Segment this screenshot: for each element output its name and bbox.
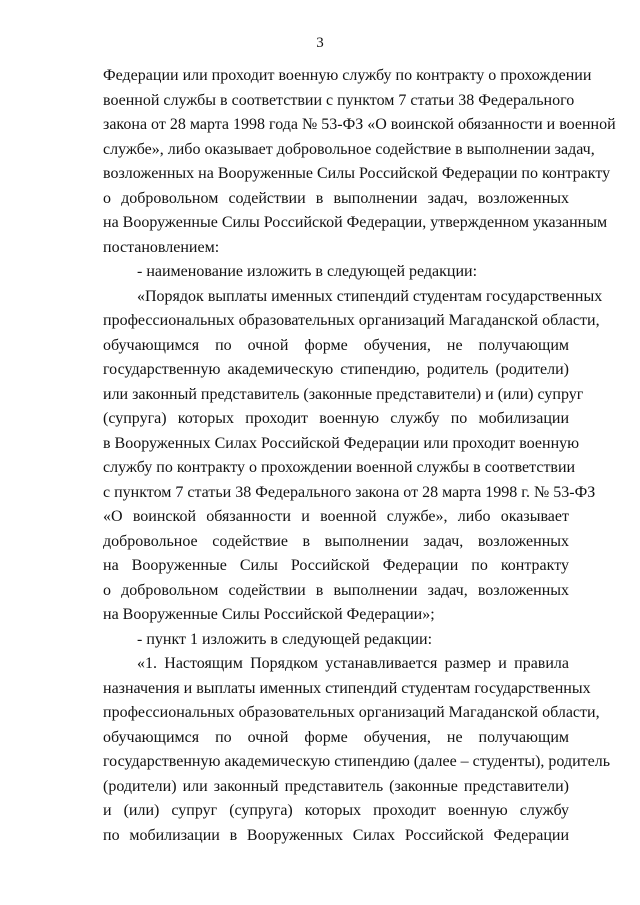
text-line: государственную академическую стипендию (далее – студенты), родитель [103,753,611,770]
text-line: добровольное содействие в выполнении задач, возложенных [103,532,569,550]
text-line: или законный представитель (законные представители) и (или) супруг [103,385,584,403]
text-line: на Вооруженные Силы Российской Федерации»; [103,606,435,623]
text-line: «Порядок выплаты именных стипендий студентам государственных [137,287,603,305]
text-line: на Вооруженные Силы Российской Федерации по контракту [103,557,569,574]
text-line: по мобилизации в Вооруженных Силах Российской Федерации [103,826,569,844]
text-line: на Вооруженные Силы Российской Федерации, утвержденном указанным [103,214,608,231]
text-line: - наименование изложить в следующей редакции: [137,263,478,280]
text-line: постановлением: [103,238,220,256]
text-line: возложенных на Вооруженные Силы Российской Федерации по контракту [103,165,611,182]
text-line: государственную академическую стипендию, родитель (родители) [103,361,569,378]
text-line: закона от 28 марта 1998 года № 53-ФЗ «О воинской обязанности и военной [103,116,616,133]
text-line: - пункт 1 изложить в следующей редакции: [137,630,433,648]
text-line: и (или) супруг (супруга) которых проходит военную службу [103,802,569,819]
text-line: обучающимся по очной форме обучения, не получающим [103,728,569,746]
text-line: с пунктом 7 статьи 38 Федерального закона от 28 марта 1998 г. № 53-ФЗ [103,483,596,501]
text-line: профессиональных образовательных организаций Магаданской области, [103,312,600,329]
text-line: назначения и выплаты именных стипендий студентам государственных [103,679,591,697]
text-line: «О воинской обязанности и военной службе», либо оказывает [103,508,569,525]
page-number: 3 [316,35,324,51]
text-line: о добровольном содействии в выполнении задач, возложенных [103,189,569,207]
text-line: обучающимся по очной форме обучения, не получающим [103,336,569,354]
text-line: профессиональных образовательных организаций Магаданской области, [103,704,600,721]
text-line: (родители) или законный представитель (законные представители) [103,777,569,795]
text-line: (супруга) которых проходит военную службу по мобилизации [103,410,569,427]
text-line: «1. Настоящим Порядком устанавливается размер и правила [137,655,569,672]
text-line: службе», либо оказывает добровольное содействие в выполнении задач, [103,140,595,158]
text-line: о добровольном содействии в выполнении задач, возложенных [103,581,569,599]
text-line: Федерации или проходит военную службу по контракту о прохождении [103,67,592,84]
text-line: военной службы в соответствии с пунктом 7 статьи 38 Федерального [103,91,575,109]
text-line: в Вооруженных Силах Российской Федерации или проходит военную [103,434,580,452]
text-line: службу по контракту о прохождении военной службы в соответствии [103,459,576,476]
